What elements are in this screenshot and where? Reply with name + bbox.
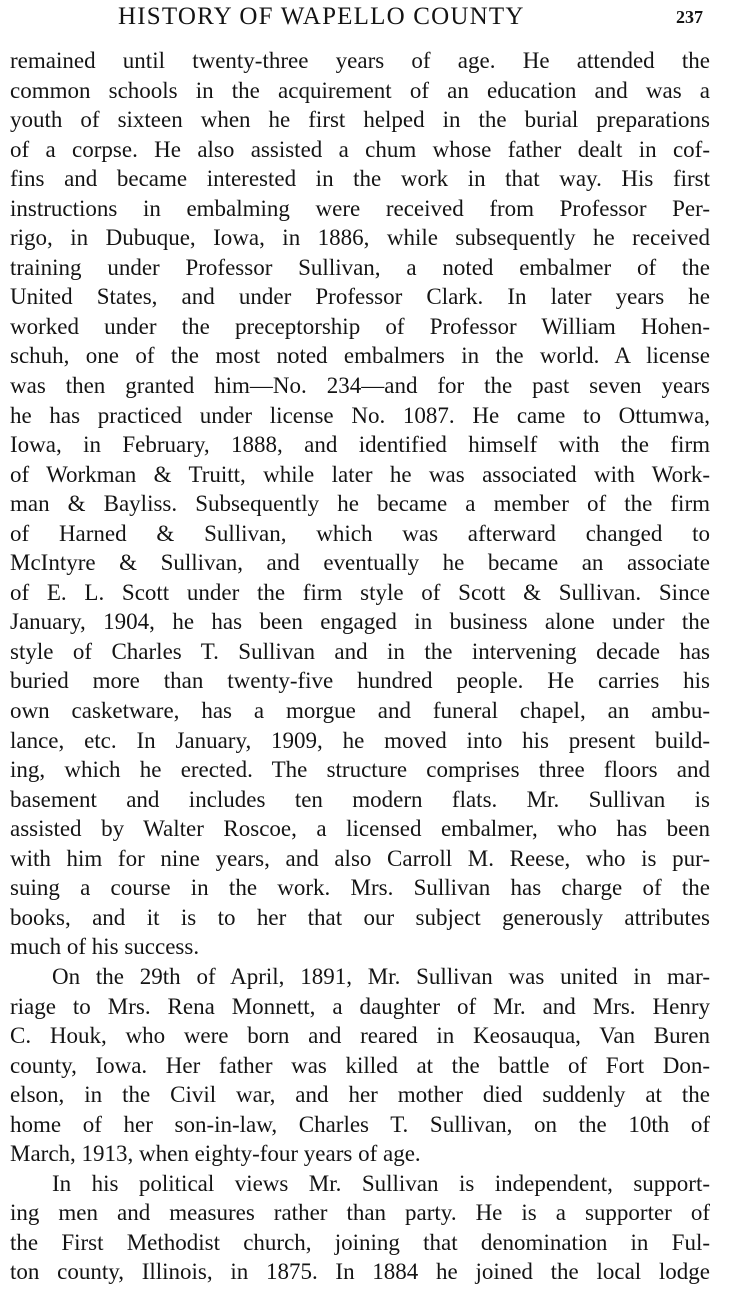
text-line: C. Houk, who were born and reared in Keosauqua, Van Buren bbox=[10, 1023, 710, 1049]
text-line: McIntyre & Sullivan, and eventually he became an associate bbox=[10, 550, 710, 576]
text-line: rigo, in Dubuque, Iowa, in 1886, while subsequently he received bbox=[10, 225, 710, 251]
text-line: common schools in the acquirement of an education and was a bbox=[10, 77, 710, 103]
text-line: own casketware, has a morgue and funeral chapel, an ambu- bbox=[10, 698, 710, 724]
text-line: he has practiced under license No. 1087. He came to Ottumwa, bbox=[10, 402, 710, 428]
text-line: worked under the preceptorship of Professor William Hohen- bbox=[10, 313, 710, 339]
running-header bbox=[0, 2, 730, 32]
text-line: January, 1904, he has been engaged in business alone under the bbox=[10, 609, 710, 635]
text-line: On the 29th of April, 1891, Mr. Sullivan was united in mar- bbox=[52, 963, 710, 989]
running-head-title: HISTORY OF WAPELLO COUNTY bbox=[118, 3, 525, 30]
text-line: buried more than twenty-five hundred people. He carries his bbox=[10, 668, 710, 694]
text-line: ing, which he erected. The structure comprises three floors and bbox=[10, 757, 710, 783]
paragraph bbox=[10, 46, 710, 962]
text-line: schuh, one of the most noted embalmers in the world. A license bbox=[10, 343, 710, 369]
text-line: home of her son-in-law, Charles T. Sullivan, on the 10th of bbox=[10, 1111, 710, 1137]
text-line: style of Charles T. Sullivan and in the intervening decade has bbox=[10, 638, 710, 664]
text-line: basement and includes ten modern flats. Mr. Sullivan is bbox=[10, 786, 710, 812]
text-line: of Harned & Sullivan, which was afterward changed to bbox=[10, 520, 710, 546]
text-line: elson, in the Civil war, and her mother died suddenly at the bbox=[10, 1082, 710, 1108]
text-line: training under Professor Sullivan, a noted embalmer of the bbox=[10, 254, 710, 280]
text-line: much of his success. bbox=[10, 934, 200, 960]
text-line: riage to Mrs. Rena Monnett, a daughter of Mr. and Mrs. Henry bbox=[10, 993, 710, 1019]
text-line: county, Iowa. Her father was killed at the battle of Fort Don- bbox=[10, 1052, 710, 1078]
text-line: of a corpse. He also assisted a chum whose father dealt in cof- bbox=[10, 136, 710, 162]
text-line: fins and became interested in the work in that way. His first bbox=[10, 166, 710, 192]
text-line: assisted by Walter Roscoe, a licensed embalmer, who has been bbox=[10, 816, 710, 842]
text-line: March, 1913, when eighty-four years of age. bbox=[10, 1141, 421, 1167]
paragraph bbox=[10, 962, 710, 1169]
text-line: the First Methodist church, joining that denomination in Ful- bbox=[10, 1229, 710, 1255]
text-line: United States, and under Professor Clark. In later years he bbox=[10, 284, 710, 310]
text-line: instructions in embalming were received from Professor Per- bbox=[10, 195, 710, 221]
text-line: suing a course in the work. Mrs. Sullivan has charge of the bbox=[10, 875, 710, 901]
text-line: youth of sixteen when he first helped in the burial preparations bbox=[10, 107, 710, 133]
text-line: books, and it is to her that our subject generously attributes bbox=[10, 904, 710, 930]
text-line: with him for nine years, and also Carroll M. Reese, who is pur- bbox=[10, 845, 710, 871]
body-text bbox=[10, 46, 710, 1287]
text-line: lance, etc. In January, 1909, he moved into his present build- bbox=[10, 727, 710, 753]
text-line: of E. L. Scott under the firm style of Scott & Sullivan. Since bbox=[10, 579, 710, 605]
text-line: man & Bayliss. Subsequently he became a member of the firm bbox=[10, 491, 710, 517]
page-number: 237 bbox=[676, 7, 703, 27]
text-line: ing men and measures rather than party. He is a supporter of bbox=[10, 1200, 710, 1226]
paragraph bbox=[10, 1169, 710, 1287]
text-line: was then granted him—No. 234—and for the past seven years bbox=[10, 373, 710, 399]
text-line: In his political views Mr. Sullivan is independent, support- bbox=[52, 1170, 710, 1196]
text-line: ton county, Illinois, in 1875. In 1884 he joined the local lodge bbox=[10, 1259, 710, 1285]
text-line: of Workman & Truitt, while later he was associated with Work- bbox=[10, 461, 710, 487]
text-line: remained until twenty-three years of age. He attended the bbox=[10, 48, 710, 73]
text-line: Iowa, in February, 1888, and identified himself with the firm bbox=[10, 432, 710, 458]
